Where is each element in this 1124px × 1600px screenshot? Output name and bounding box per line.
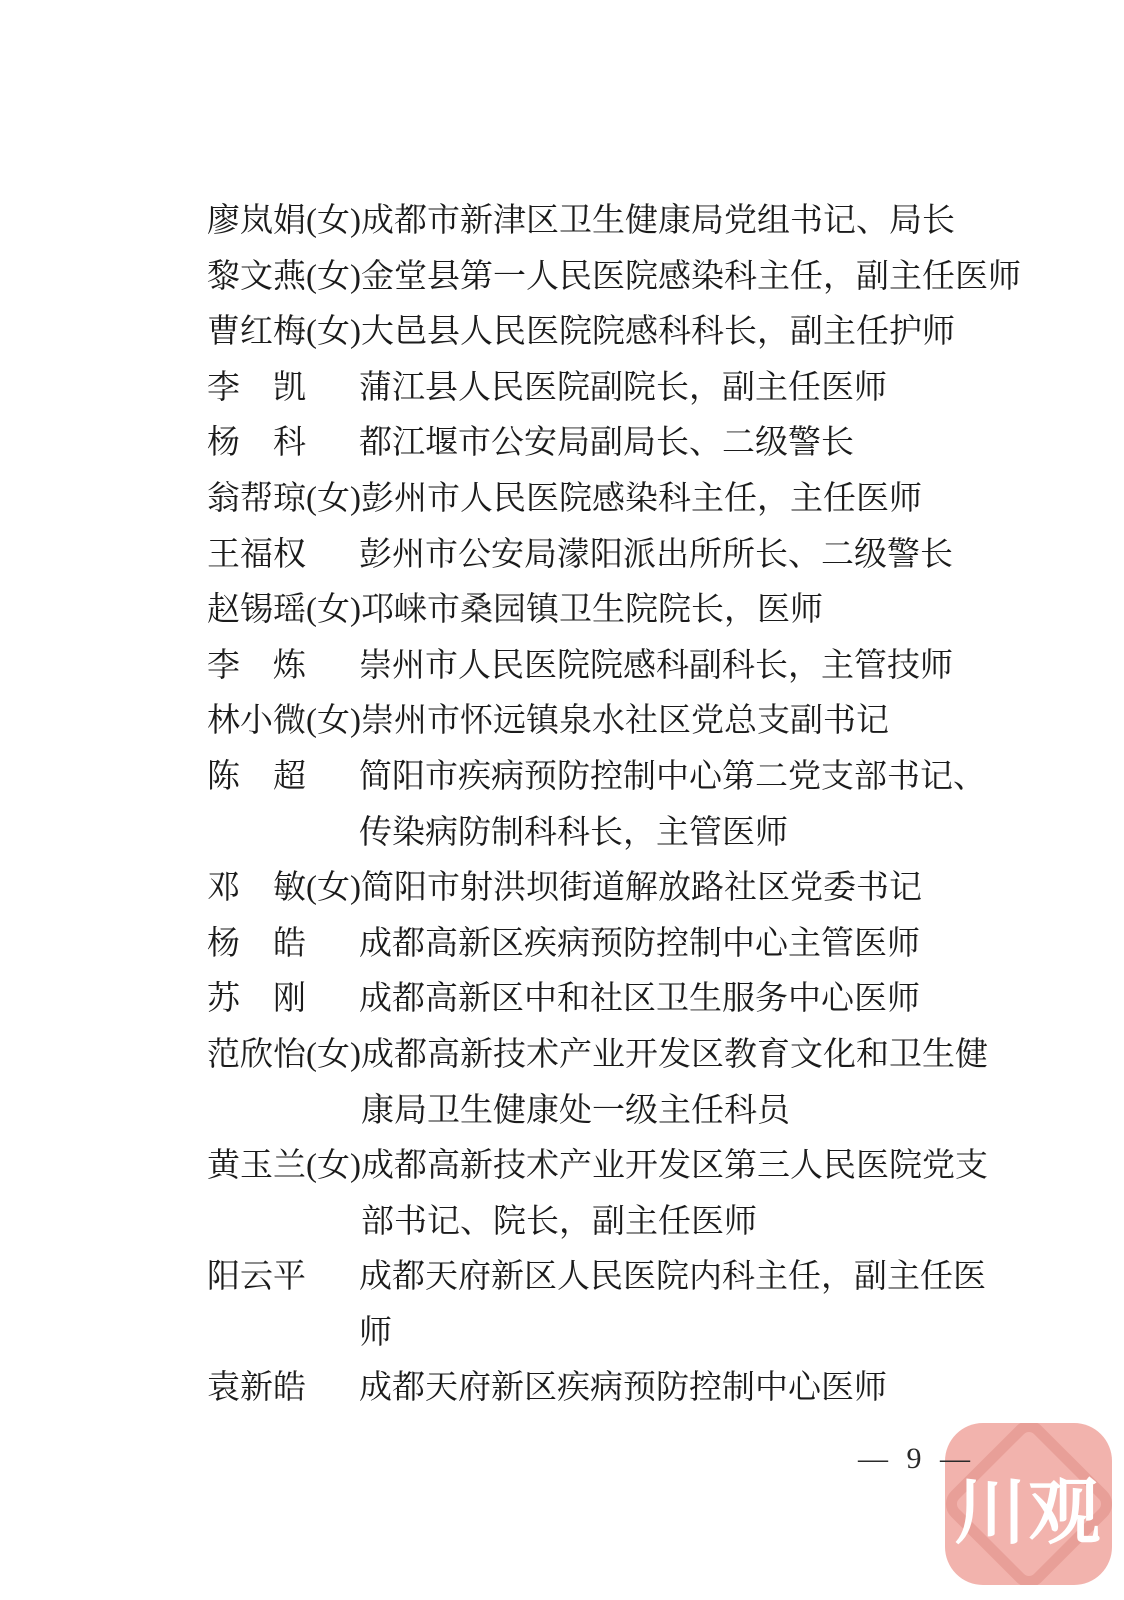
honoree-row — [207, 972, 1021, 1028]
position-line: 成都高新技术产业开发区第三人民医院党支 — [360, 1148, 988, 1185]
name-cell — [207, 694, 361, 750]
honoree-name: 范欣怡 — [207, 1036, 306, 1073]
position-line: 彭州市人民医院感染科主任，主任医师 — [360, 480, 922, 517]
honoree-row — [207, 361, 1021, 417]
name-cell — [207, 917, 353, 973]
position-cell — [353, 972, 920, 1028]
honoree-row — [207, 472, 1021, 528]
position-line: 成都高新区中和社区卫生服务中心医师 — [359, 981, 920, 1018]
honoree-row — [207, 694, 1021, 750]
page-number: — 9 — — [858, 1442, 971, 1475]
female-marker: (女) — [306, 258, 361, 295]
honoree-row — [207, 416, 1021, 472]
honoree-row — [207, 1028, 1021, 1139]
honoree-row — [207, 194, 1021, 250]
honoree-list — [207, 194, 1021, 1417]
position-cell — [353, 750, 986, 861]
position-cell — [361, 1028, 988, 1139]
position-cell — [361, 694, 889, 750]
name-cell — [207, 1139, 361, 1195]
position-cell — [353, 917, 920, 973]
honoree-name: 陈 超 — [207, 758, 306, 795]
honoree-name: 苏 刚 — [207, 981, 306, 1018]
name-cell — [207, 583, 361, 639]
name-cell — [207, 861, 361, 917]
female-marker: (女) — [306, 703, 361, 740]
position-cell — [353, 528, 953, 584]
position-line: 崇州市人民医院院感科副科长，主管技师 — [359, 647, 953, 684]
honoree-name: 袁新皓 — [207, 1370, 306, 1407]
honoree-row — [207, 1139, 1021, 1250]
position-cell — [361, 861, 922, 917]
position-cell — [361, 472, 922, 528]
female-marker: (女) — [306, 592, 361, 629]
position-line: 邛崃市桑园镇卫生院院长，医师 — [360, 592, 823, 629]
name-cell — [207, 972, 353, 1028]
position-cell — [361, 194, 955, 250]
female-marker: (女) — [306, 480, 361, 517]
name-cell — [207, 472, 361, 528]
honoree-row — [207, 250, 1021, 306]
position-cell — [361, 305, 955, 361]
watermark-text: 川观 — [954, 1473, 1103, 1553]
position-cell — [353, 1250, 986, 1361]
female-marker: (女) — [306, 314, 361, 351]
honoree-name: 杨 科 — [207, 425, 306, 462]
honoree-name: 邓 敏 — [207, 870, 306, 907]
name-cell — [207, 1361, 353, 1417]
position-line: 成都天府新区疾病预防控制中心医师 — [359, 1370, 887, 1407]
honoree-row — [207, 1250, 1021, 1361]
position-line: 蒲江县人民医院副院长，副主任医师 — [359, 369, 887, 406]
position-line: 成都天府新区人民医院内科主任，副主任医 — [359, 1259, 986, 1296]
honoree-row — [207, 1361, 1021, 1417]
position-line: 简阳市疾病预防控制中心第二党支部书记、 — [359, 758, 986, 795]
name-cell — [207, 1250, 353, 1306]
female-marker: (女) — [306, 1148, 361, 1185]
female-marker: (女) — [306, 203, 361, 239]
name-cell — [207, 305, 361, 361]
female-marker: (女) — [306, 870, 361, 907]
position-line: 部书记、院长，副主任医师 — [360, 1203, 757, 1240]
honoree-name: 赵锡瑶 — [207, 592, 306, 629]
position-line: 成都高新技术产业开发区教育文化和卫生健 — [360, 1036, 988, 1073]
honoree-row — [207, 861, 1021, 917]
honoree-row — [207, 305, 1021, 361]
honoree-row — [207, 639, 1021, 695]
position-line: 金堂县第一人民医院感染科主任，副主任医师 — [360, 258, 1021, 295]
honoree-name: 翁帮琼 — [207, 480, 306, 517]
position-line: 简阳市射洪坝街道解放路社区党委书记 — [360, 870, 922, 907]
honoree-name: 李 凯 — [207, 369, 306, 406]
honoree-row — [207, 750, 1021, 861]
honoree-name: 曹红梅 — [207, 314, 306, 351]
honoree-name: 王福权 — [207, 536, 306, 573]
position-line: 成都高新区疾病预防控制中心主管医师 — [359, 925, 920, 962]
position-cell — [361, 250, 1021, 306]
honoree-name: 廖岚娟 — [207, 203, 306, 239]
honoree-name: 林小微 — [207, 703, 306, 740]
name-cell — [207, 250, 361, 306]
position-line: 师 — [359, 1314, 392, 1351]
name-cell — [207, 361, 353, 417]
position-cell — [353, 361, 887, 417]
honoree-row — [207, 528, 1021, 584]
name-cell — [207, 1028, 361, 1084]
position-cell — [353, 639, 953, 695]
position-line: 崇州市怀远镇泉水社区党总支副书记 — [360, 703, 889, 740]
name-cell — [207, 639, 353, 695]
name-cell — [207, 416, 353, 472]
name-cell — [207, 194, 361, 250]
honoree-name: 黄玉兰 — [207, 1148, 306, 1185]
position-line: 传染病防制科科长，主管医师 — [359, 814, 788, 851]
honoree-name: 阳云平 — [207, 1259, 306, 1296]
position-line: 彭州市公安局濛阳派出所所长、二级警长 — [359, 536, 953, 573]
position-cell — [361, 1139, 988, 1250]
female-marker: (女) — [306, 1036, 361, 1073]
honoree-name: 李 炼 — [207, 647, 306, 684]
honoree-row — [207, 583, 1021, 639]
position-line: 大邑县人民医院院感科科长，副主任护师 — [360, 314, 955, 351]
position-cell — [353, 1361, 887, 1417]
position-cell — [361, 583, 823, 639]
honoree-row — [207, 917, 1021, 973]
position-line: 都江堰市公安局副局长、二级警长 — [359, 425, 854, 462]
name-cell — [207, 750, 353, 806]
position-cell — [353, 416, 854, 472]
honoree-name: 黎文燕 — [207, 258, 306, 295]
honoree-name: 杨 皓 — [207, 925, 306, 962]
position-line: 成都市新津区卫生健康局党组书记、局长 — [360, 203, 955, 239]
position-line: 康局卫生健康处一级主任科员 — [360, 1092, 790, 1129]
name-cell — [207, 528, 353, 584]
